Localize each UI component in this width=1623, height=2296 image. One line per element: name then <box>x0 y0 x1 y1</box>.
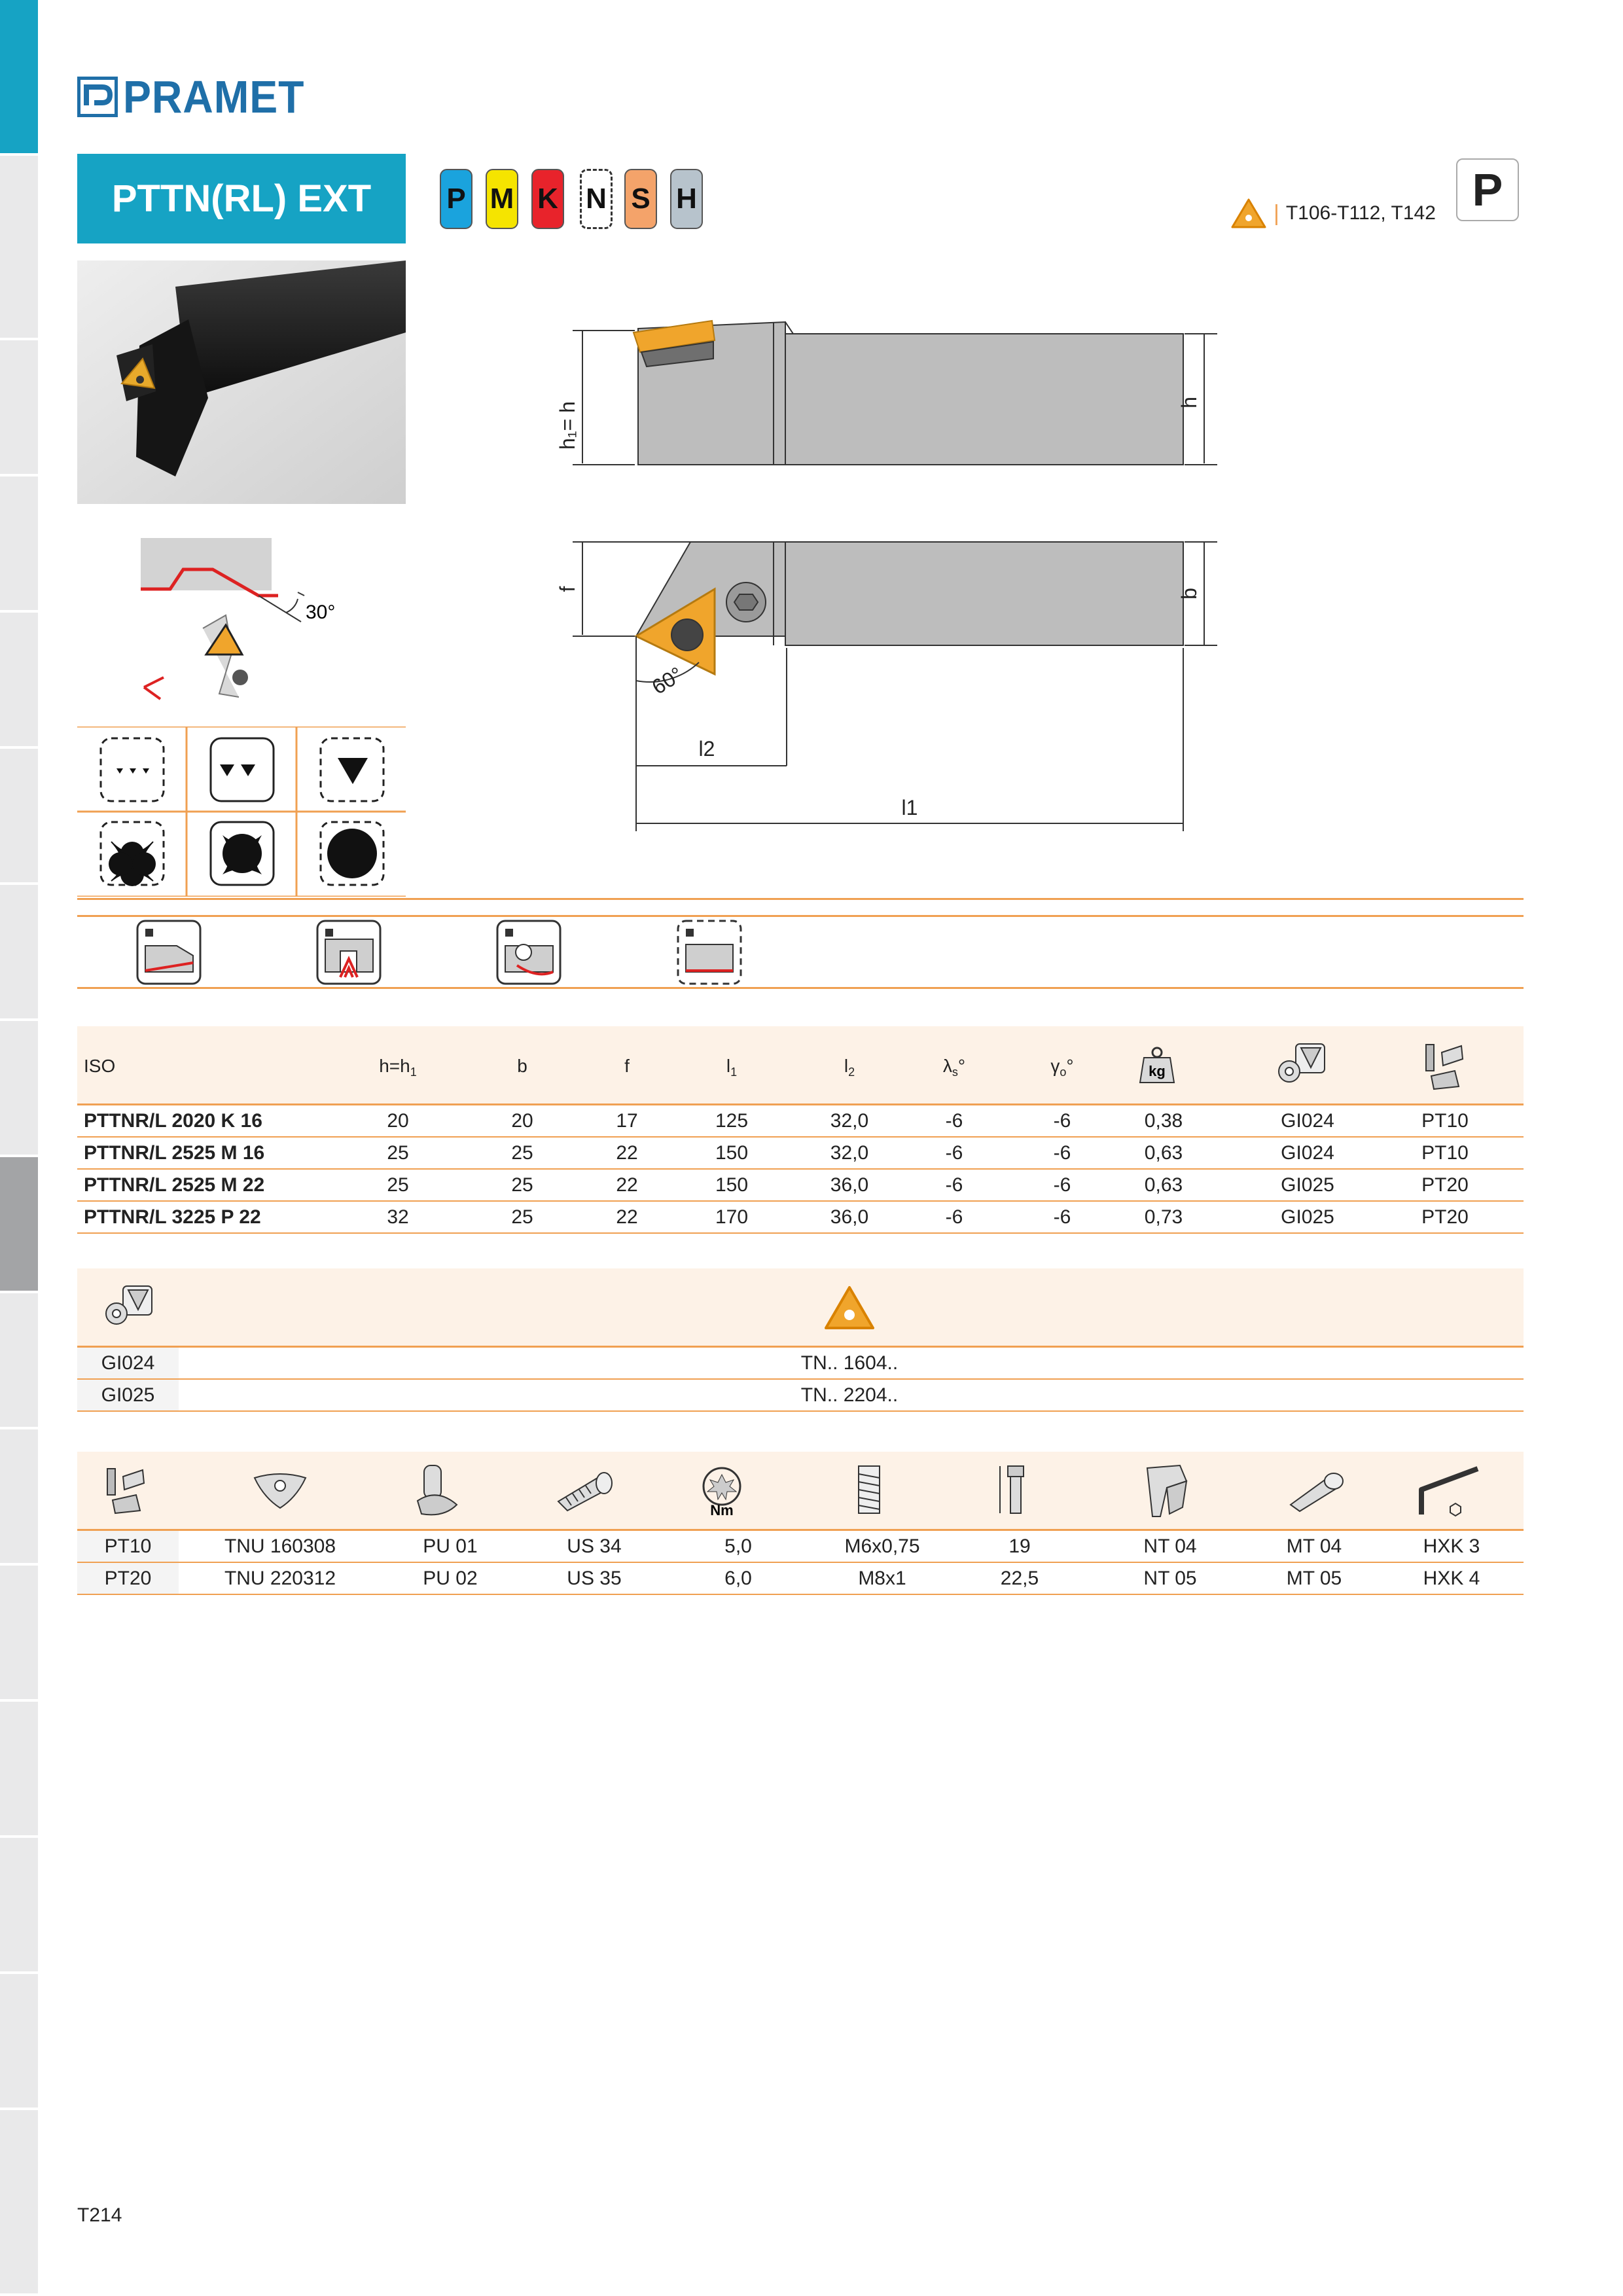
side-tab <box>0 2110 38 2296</box>
cell-b: 25 <box>511 1142 533 1164</box>
section-letter-badge: P <box>1456 158 1519 221</box>
material-badge-p: P <box>440 169 473 229</box>
table-row <box>77 1105 1524 1138</box>
clamp-screw-icon <box>1281 1468 1347 1514</box>
cell-insert: TN.. 2204.. <box>800 1384 899 1406</box>
side-tab <box>0 1702 38 1838</box>
table-row <box>77 1531 1524 1563</box>
col-header-hh1: $h=h_1$ <box>379 1056 417 1079</box>
clamp-icon <box>1141 1462 1193 1520</box>
cell-shim: GI025 <box>77 1380 179 1410</box>
cell-gamma: -6 <box>1053 1206 1071 1228</box>
label-60-degree: 60° <box>647 662 687 699</box>
cell-insert: TN.. 1604.. <box>800 1352 899 1374</box>
cell-shim: TNU 220312 <box>224 1568 336 1589</box>
side-tab <box>0 340 38 476</box>
cell-gamma: -6 <box>1053 1174 1071 1196</box>
screw-length-icon <box>993 1463 1033 1516</box>
cell-len: 19 <box>1008 1535 1031 1557</box>
side-tab-active <box>0 0 38 156</box>
table-row <box>77 1563 1524 1595</box>
col-header-b: b <box>517 1056 527 1076</box>
cell-torque: 5,0 <box>724 1535 752 1557</box>
side-tab <box>0 1021 38 1157</box>
side-tab <box>0 1429 38 1566</box>
cell-b: 25 <box>511 1206 533 1228</box>
cell-hh1: 25 <box>387 1142 409 1164</box>
side-tab <box>0 885 38 1021</box>
screw-icon <box>1422 1039 1468 1092</box>
pramet-logo <box>77 73 321 120</box>
col-header-lambda: $\lambda_s^\circ$ <box>942 1056 966 1079</box>
cell-iso: PTTNR/L 3225 P 22 <box>84 1206 261 1228</box>
cell-l1: 150 <box>715 1142 749 1164</box>
col-header-iso: ISO <box>84 1056 116 1076</box>
cell-kg: 0,63 <box>1144 1142 1183 1164</box>
holder-dimension-drawing <box>524 295 1440 857</box>
col-header-f: f <box>624 1056 630 1076</box>
thread-icon <box>849 1463 889 1516</box>
cell-shim: GI025 <box>1281 1174 1334 1196</box>
side-tab <box>0 1974 38 2110</box>
label-30-degree: 30° <box>306 601 336 623</box>
divider-line <box>77 915 1524 917</box>
cell-l2: 32,0 <box>830 1142 869 1164</box>
triangle-insert-icon <box>823 1285 876 1331</box>
cell-iso: PTTNR/L 2525 M 22 <box>84 1174 265 1196</box>
cell-lambda: -6 <box>945 1174 963 1196</box>
hex-key-icon <box>1412 1463 1484 1522</box>
side-tab <box>0 1293 38 1429</box>
divider-bar: | <box>1274 200 1279 226</box>
label-l2: l2 <box>698 737 715 761</box>
material-badge-h: H <box>670 169 703 229</box>
cell-b: 25 <box>511 1174 533 1196</box>
cell-gamma: -6 <box>1053 1110 1071 1132</box>
cell-lambda: -6 <box>945 1206 963 1228</box>
cell-shim: GI025 <box>1281 1206 1334 1228</box>
table-row <box>77 1170 1524 1202</box>
cell-lambda: -6 <box>945 1142 963 1164</box>
divider-line <box>77 987 1524 989</box>
svg-text:kg: kg <box>1149 1063 1166 1079</box>
shim-table-header <box>77 1268 1524 1348</box>
material-badge-k: K <box>531 169 564 229</box>
pramet-logo-icon <box>77 77 118 117</box>
cell-key: HXK 3 <box>1423 1535 1480 1557</box>
cell-screw: PT10 <box>1421 1110 1469 1132</box>
cell-key: HXK 4 <box>1423 1568 1480 1589</box>
page-title: PTTN(RL) EXT <box>77 154 406 243</box>
insert-shape-grid <box>77 726 406 897</box>
table-row <box>77 1138 1524 1170</box>
cell-kg: 0,38 <box>1144 1110 1183 1132</box>
label-h1h: h₁= h <box>556 401 579 450</box>
insert-ref-text: T106-T112, T142 <box>1285 202 1436 224</box>
cell-kg: 0,73 <box>1144 1206 1183 1228</box>
cell-code: PT20 <box>77 1563 179 1594</box>
side-tab <box>0 476 38 613</box>
torque-label: Nm <box>710 1502 734 1518</box>
cell-shim: GI024 <box>1281 1110 1334 1132</box>
divider-line <box>77 898 1524 900</box>
col-header-l2: $l_2$ <box>844 1056 855 1079</box>
cell-screw: PT10 <box>1421 1142 1469 1164</box>
cell-screw: US 34 <box>567 1535 622 1557</box>
label-l1: l1 <box>901 796 918 819</box>
shim-icon <box>1276 1043 1329 1088</box>
cell-lambda: -6 <box>945 1110 963 1132</box>
holders-table-header <box>77 1026 1524 1105</box>
label-b: b <box>1177 588 1201 600</box>
side-tab-current <box>0 1157 38 1293</box>
cell-l1: 150 <box>715 1174 749 1196</box>
cell-hh1: 32 <box>387 1206 409 1228</box>
brand-name: PRAMET <box>123 71 305 122</box>
thread-screw-icon <box>552 1470 617 1512</box>
cell-pin: PU 02 <box>423 1568 478 1589</box>
cell-l2: 36,0 <box>830 1206 869 1228</box>
cell-f: 22 <box>616 1142 638 1164</box>
table-row <box>77 1380 1524 1412</box>
side-index-strip <box>0 0 38 2296</box>
shim-table <box>77 1268 1524 1412</box>
cell-clamp: NT 04 <box>1143 1535 1197 1557</box>
weight-icon <box>1137 1046 1177 1085</box>
page-number: T214 <box>77 2204 122 2226</box>
cell-screw: US 35 <box>567 1568 622 1589</box>
cell-tool: MT 04 <box>1286 1535 1342 1557</box>
side-tab <box>0 1566 38 1702</box>
cell-pin: PU 01 <box>423 1535 478 1557</box>
operation-icons <box>131 920 759 985</box>
cell-shim: GI024 <box>1281 1142 1334 1164</box>
parts-table-header <box>77 1452 1524 1531</box>
cell-tool: MT 05 <box>1286 1568 1342 1589</box>
cell-clamp: NT 05 <box>1143 1568 1197 1589</box>
cell-code: PT10 <box>77 1531 179 1562</box>
cell-f: 22 <box>616 1174 638 1196</box>
col-header-l1: $l_1$ <box>726 1056 738 1079</box>
cell-gamma: -6 <box>1053 1142 1071 1164</box>
material-badge-m: M <box>486 169 518 229</box>
side-tab <box>0 749 38 885</box>
holders-table <box>77 1026 1524 1234</box>
cell-hh1: 25 <box>387 1174 409 1196</box>
cell-shim: TNU 160308 <box>224 1535 336 1557</box>
cell-f: 22 <box>616 1206 638 1228</box>
cell-len: 22,5 <box>1000 1568 1039 1589</box>
triangle-insert-icon <box>1230 198 1267 229</box>
cell-iso: PTTNR/L 2525 M 16 <box>84 1142 265 1164</box>
cell-kg: 0,63 <box>1144 1174 1183 1196</box>
cell-b: 20 <box>511 1110 533 1132</box>
shim-plate-icon <box>251 1471 310 1511</box>
cell-thread: M6x0,75 <box>844 1535 920 1557</box>
cell-thread: M8x1 <box>858 1568 906 1589</box>
label-f: f <box>556 586 579 592</box>
side-tab <box>0 613 38 749</box>
table-row <box>77 1202 1524 1234</box>
cell-l2: 32,0 <box>830 1110 869 1132</box>
torque-icon <box>692 1462 751 1520</box>
insert-reference <box>1230 198 1436 229</box>
material-badge-n: N <box>580 169 613 229</box>
shim-icon <box>103 1285 156 1331</box>
cell-screw: PT20 <box>1421 1174 1469 1196</box>
label-h: h <box>1177 397 1201 408</box>
screw-set-icon <box>103 1463 149 1516</box>
cell-screw: PT20 <box>1421 1206 1469 1228</box>
cell-iso: PTTNR/L 2020 K 16 <box>84 1110 262 1132</box>
cell-l2: 36,0 <box>830 1174 869 1196</box>
pin-icon <box>411 1462 463 1520</box>
side-tab <box>0 156 38 340</box>
table-row <box>77 1348 1524 1380</box>
cell-l1: 170 <box>715 1206 749 1228</box>
col-header-gamma: $\gamma_o^\circ$ <box>1050 1056 1074 1079</box>
cell-shim: GI024 <box>77 1348 179 1378</box>
product-photo <box>77 260 406 504</box>
cell-l1: 125 <box>715 1110 749 1132</box>
cell-f: 17 <box>616 1110 638 1132</box>
side-tab <box>0 1838 38 1974</box>
cell-hh1: 20 <box>387 1110 409 1132</box>
approach-angle-diagram <box>134 524 383 720</box>
cell-torque: 6,0 <box>724 1568 752 1589</box>
parts-table <box>77 1452 1524 1595</box>
material-badge-s: S <box>624 169 657 229</box>
